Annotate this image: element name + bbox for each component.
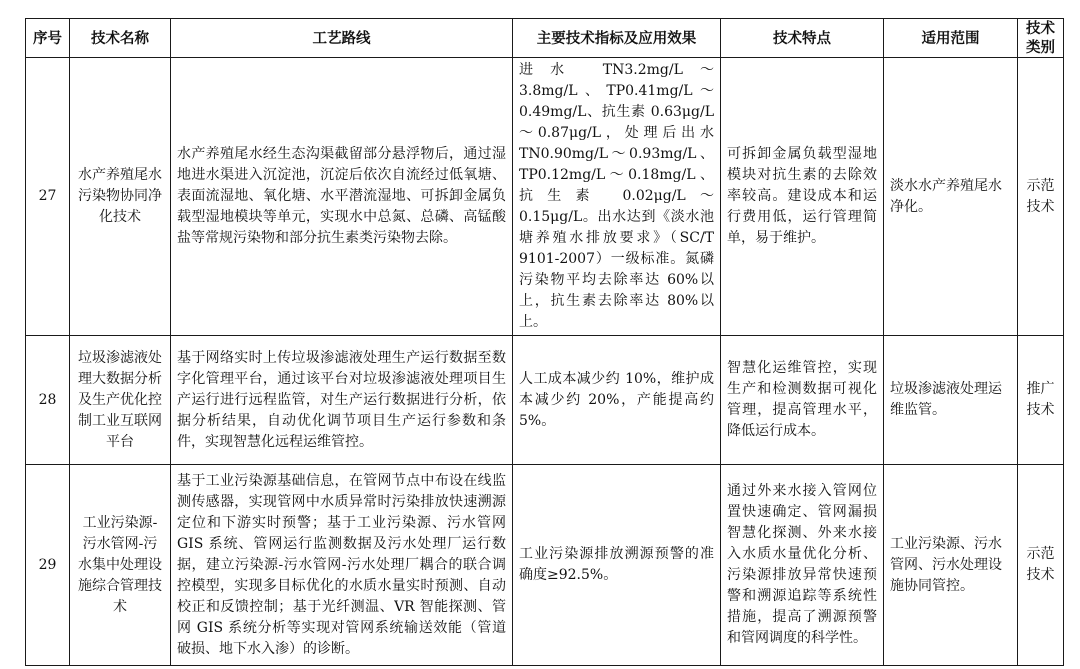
header-route: 工艺路线 bbox=[171, 19, 513, 58]
tech-category: 示范技术 bbox=[1018, 465, 1064, 666]
tech-metrics: 工业污染源排放溯源预警的准确度≥92.5%。 bbox=[513, 465, 721, 666]
header-category: 技术类别 bbox=[1018, 19, 1064, 58]
application-scope: 垃圾渗滤液处理运维监管。 bbox=[884, 336, 1018, 465]
process-route: 基于工业污染源基础信息，在管网节点中布设在线监测传感器，实现管网中水质异常时污染排放快速溯源定位和下游实时预警；基于工业污染源、污水管网 GIS 系统、管网运行监测数据及污水处理厂运行数据，建立污染源-污水管网-污水处理厂耦合的联合调控模型，实现多目标优化的水质水量实时预测、自动校正和反馈控制；基于光纤测温、VR 智能探测、管网 GIS 系统分析等实现对管网系统输送效能（管道破损、地下水入渗）的诊断。 bbox=[171, 465, 513, 666]
tech-name: 垃圾渗滤液处理大数据分析及生产优化控制工业互联网平台 bbox=[70, 336, 171, 465]
row-number: 27 bbox=[26, 58, 70, 336]
tech-name: 水产养殖尾水污染物协同净化技术 bbox=[70, 58, 171, 336]
header-feature: 技术特点 bbox=[721, 19, 884, 58]
tech-features: 智慧化运维管控，实现生产和检测数据可视化管理，提高管理水平，降低运行成本。 bbox=[721, 336, 884, 465]
technology-table bbox=[25, 18, 1064, 666]
table-row bbox=[26, 58, 1064, 336]
tech-features: 通过外来水接入管网位置快速确定、管网漏损智慧化探测、外来水接入水质水量优化分析、污染源排放异常快速预警和溯源追踪等系统性措施，提高了溯源预警和管网调度的科学性。 bbox=[721, 465, 884, 666]
header-name: 技术名称 bbox=[70, 19, 171, 58]
header-scope: 适用范围 bbox=[884, 19, 1018, 58]
row-number: 29 bbox=[26, 465, 70, 666]
tech-metrics: 进水 TN3.2mg/L～3.8mg/L、TP0.41mg/L～0.49mg/L、抗生素 0.63μg/L～0.87μg/L，处理后出水 TN0.90mg/L～0.93mg/L、TP0.12mg/L～0.18mg/L、抗生素 0.02μg/L～0.15μg/L。出水达到《淡水池塘养殖水排放要求》（SC/T 9101-2007）一级标准。氮磷污染物平均去除率达 60%以上，抗生素去除率达 80%以上。 bbox=[513, 58, 721, 336]
header-metric: 主要技术指标及应用效果 bbox=[513, 19, 721, 58]
process-route: 水产养殖尾水经生态沟渠截留部分悬浮物后，通过湿地进水渠进入沉淀池，沉淀后依次自流经过低氧塘、表面流湿地、氧化塘、水平潜流湿地、可拆卸金属负载型湿地模块等单元，实现水中总氮、总磷、高锰酸盐等常规污染物和部分抗生素类污染物去除。 bbox=[171, 58, 513, 336]
table-header-row bbox=[26, 19, 1064, 58]
tech-name: 工业污染源-污水管网-污水集中处理设施综合管理技术 bbox=[70, 465, 171, 666]
table-row bbox=[26, 465, 1064, 666]
header-no: 序号 bbox=[26, 19, 70, 58]
row-number: 28 bbox=[26, 336, 70, 465]
application-scope: 工业污染源、污水管网、污水处理设施协同管控。 bbox=[884, 465, 1018, 666]
tech-metrics: 人工成本减少约 10%，维护成本减少约 20%，产能提高约 5%。 bbox=[513, 336, 721, 465]
table-row bbox=[26, 336, 1064, 465]
process-route: 基于网络实时上传垃圾渗滤液处理生产运行数据至数字化管理平台，通过该平台对垃圾渗滤液处理项目生产运行进行远程监管，对生产运行数据进行分析，依据分析结果，自动优化调节项目生产运行参数和条件，实现智慧化远程运维管控。 bbox=[171, 336, 513, 465]
tech-category: 推广技术 bbox=[1018, 336, 1064, 465]
application-scope: 淡水水产养殖尾水净化。 bbox=[884, 58, 1018, 336]
tech-features: 可拆卸金属负载型湿地模块对抗生素的去除效率较高。建设成本和运行费用低，运行管理简单，易于维护。 bbox=[721, 58, 884, 336]
tech-category: 示范技术 bbox=[1018, 58, 1064, 336]
